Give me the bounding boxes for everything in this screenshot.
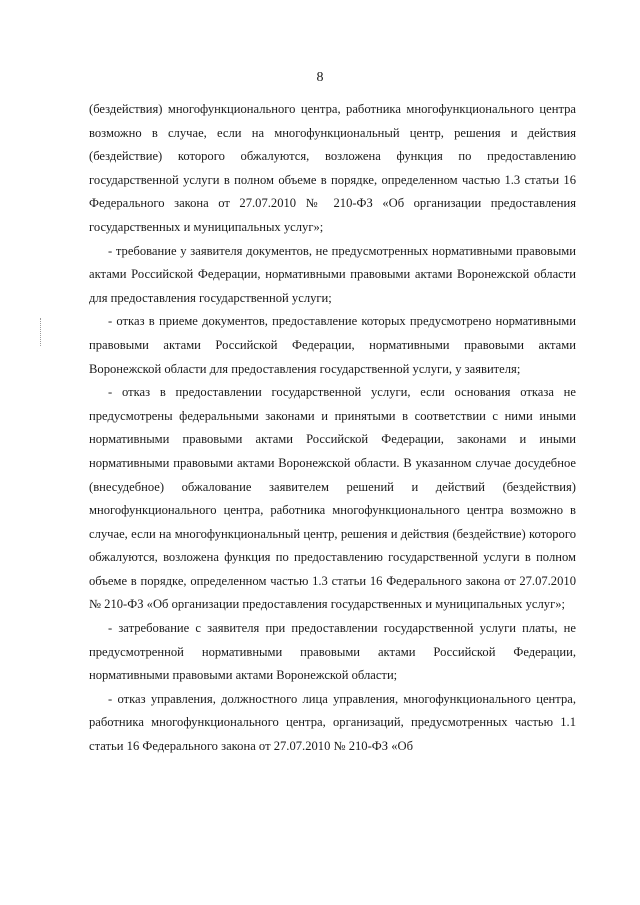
document-body — [89, 98, 576, 759]
page-number: 8 — [316, 70, 324, 85]
paragraph-list-item: - отказ в предоставлении государственной услуги, если основания отказа не предусмотрены федеральными законами и принятыми в соответствии с ними иными нормативными правовыми актами Российской Федерации, законами и иными нормативными правовыми актами Воронежской области. В указанном случае досудебное (внесудебное) обжалование заявителем решений и действий (бездействия) многофункционального центра, работника многофункционального центра возможно в случае, если на многофункциональный центр, решения и действия (бездействие) которого обжалуются, возложена функция по предоставлению государственной услуги в полном объеме в порядке, определенном частью 1.3 статьи 16 Федерального закона от 27.07.2010 № 210-ФЗ «Об организации предоставления государственных и муниципальных услуг»; — [89, 385, 576, 612]
paragraph-list-item: - отказ в приеме документов, предоставление которых предусмотрено нормативными правовыми актами Российской Федерации, нормативными правовыми актами Воронежской области для предоставления государственной услуги, у заявителя; — [89, 314, 576, 376]
paragraph-list-item: - затребование с заявителя при предоставлении государственной услуги платы, не предусмотренной нормативными правовыми актами Российской Федерации, нормативными правовыми актами Воронежской области; — [89, 621, 576, 683]
scan-artifact — [40, 318, 43, 346]
paragraph-continuation: (бездействия) многофункционального центра, работника многофункционального центра возможно в случае, если на многофункциональный центр, решения и действия (бездействие) которого обжалуются, возложена функция по предоставлению государственной услуги в полном объеме в порядке, определенном частью 1.3 статьи 16 Федерального закона от 27.07.2010 № 210-ФЗ «Об организации предоставления государственных и муниципальных услуг»; — [89, 102, 576, 234]
paragraph-list-item: - отказ управления, должностного лица управления, многофункционального центра, работника многофункционального центра, организаций, предусмотренных частью 1.1 статьи 16 Федерального закона от 27.07.2010 № 210-ФЗ «Об — [89, 691, 576, 754]
paragraph-list-item: - требование у заявителя документов, не предусмотренных нормативными правовыми актами Российской Федерации, нормативными правовыми актами Воронежской области для предоставления государственной услуги; — [89, 243, 576, 305]
